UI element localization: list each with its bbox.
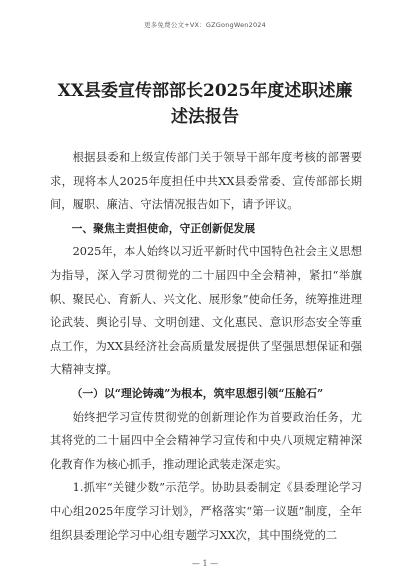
page-number: — 1 — [191, 559, 219, 568]
section-heading: 一、聚焦主责担使命，守正创新促发展 [71, 221, 256, 235]
list-item-paragraph: 1.抓牢“关键少数”示范学。协助县委制定《县委理论学习中心组2025年度学习计划》，严格落实“第一议题”制度，全年组织县委理论学习中心组专题学习XX次，其中围绕党的二 [50, 481, 362, 542]
subsection-heading: （一）以“理论铸魂”为根本，筑牢思想引领“压舱石” [71, 386, 324, 400]
body-paragraph: 始终把学习宣传贯彻党的创新理论作为首要政治任务，尤其将党的二十届四中全会精神学习宣传和中央八项规定精神深化教育作为核心抓手，推动理论武装走深走实。 [50, 410, 362, 471]
document-body [50, 146, 362, 547]
document-title: XX县委宣传部部长2025年度述职述廉述法报告 [57, 81, 353, 127]
body-paragraph: 2025年，本人始终以习近平新时代中国特色社会主义思想为指导，深入学习贯彻党的二十届四中全会精神，紧扣“举旗帜、聚民心、育新人、兴文化、展形象”使命任务，统筹推进理论武装、舆论引导、文明创建、文化惠民、意识形态安全等重点工作，为XX县经济社会高质量发展提供了坚强思想保证和强大精神支撑。 [50, 245, 362, 377]
intro-paragraph: 根据县委和上级宣传部门关于领导干部年度考核的部署要求，现将本人2025年度担任中共XX县委常委、宣传部部长期间，履职、廉洁、守法情况报告如下，请予评议。 [50, 151, 362, 212]
header-note: 更多免费公文+VX：GZGongWen2024 [144, 21, 266, 29]
